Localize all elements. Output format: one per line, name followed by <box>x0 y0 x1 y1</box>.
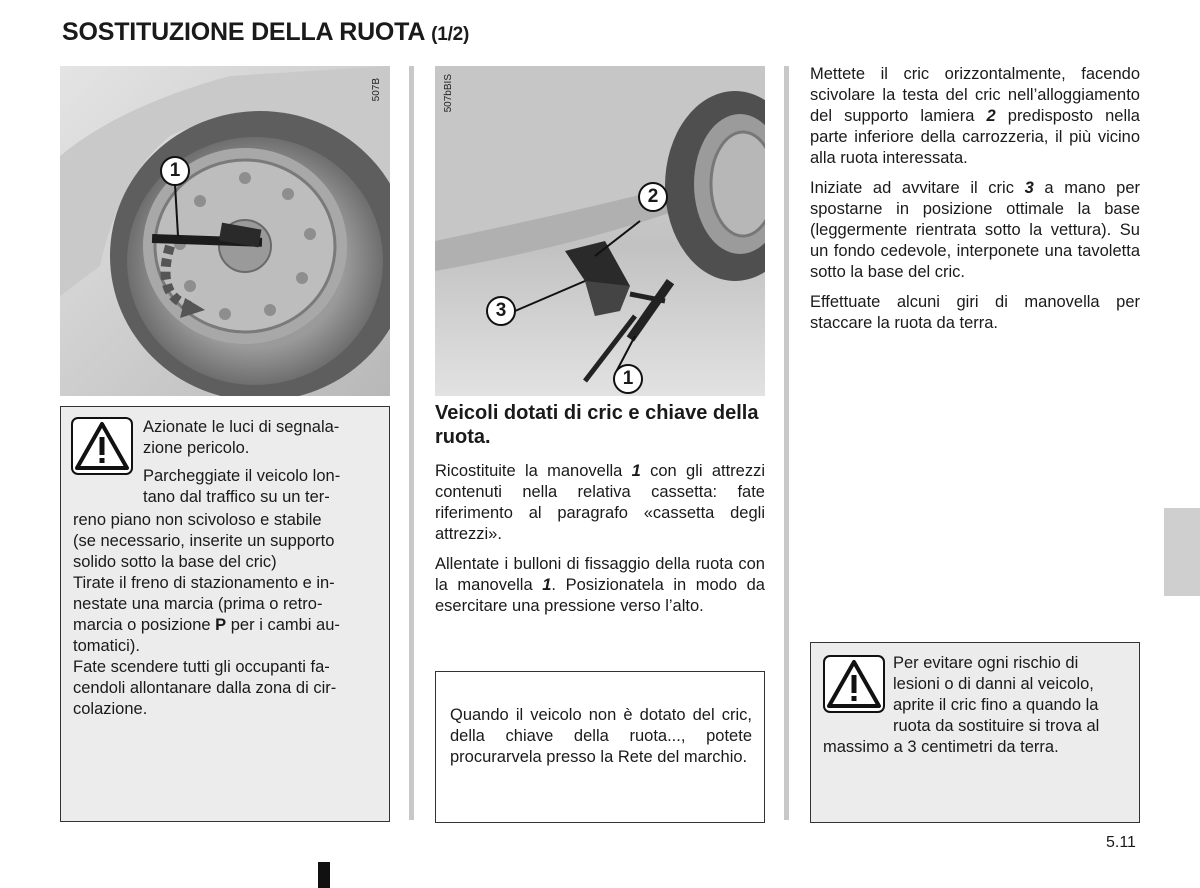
warning-text-indented <box>143 417 375 508</box>
text-line: aprite il cric fino a quando la <box>893 696 1099 714</box>
text-segment: predisposto nella parte inferiore della carrozzeria, il più vicino alla ruota interessata. <box>810 107 1140 167</box>
warning-triangle-icon <box>823 655 885 713</box>
warning-box-right <box>810 642 1140 823</box>
section-subheading: Veicoli dotati di cric e chiave della ruota. <box>435 402 759 448</box>
callout-1: 1 <box>160 156 190 186</box>
text-line: tano dal traffico su un ter- <box>143 488 330 506</box>
chapter-tab <box>1164 508 1200 596</box>
text-line: Tirate il freno di stazionamento e in- <box>73 574 335 592</box>
paragraph <box>810 178 1140 283</box>
text-line: solido sotto la base del cric) <box>73 553 277 571</box>
text-line: tomatici). <box>73 637 140 655</box>
text-line: ruota da sostituire si trova al <box>893 717 1100 735</box>
callout-2: 2 <box>638 182 668 212</box>
text-line: Azionate le luci di segnala- <box>143 418 340 436</box>
text-segment: Iniziate ad avvitare il cric <box>810 179 1025 197</box>
warning-text-indented <box>893 653 1129 737</box>
print-mark <box>318 862 330 888</box>
text-line: colazione. <box>73 700 148 718</box>
wheel-wrench-illustration <box>60 66 390 396</box>
note-text: Quando il veicolo non è dotato del cric, della chiave della ruota..., potete procurarvela presso la Rete del marchio. <box>450 706 752 766</box>
figure-wheel-wrench <box>60 66 390 396</box>
paragraph: Effettuate alcuni giri di manovella per staccare la ruota da terra. <box>810 293 1140 332</box>
column-divider <box>409 66 414 820</box>
text-segment: marcia o posizione <box>73 616 216 634</box>
warning-text-full <box>823 737 1129 758</box>
callout-1: 1 <box>613 364 643 394</box>
page-title <box>62 18 469 47</box>
text-line: zione pericolo. <box>143 439 250 457</box>
title-suffix: (1/2) <box>431 24 470 45</box>
ref-number: 3 <box>1024 179 1034 197</box>
text-segment: Allentate i bulloni di fissaggio della ruota con la manovella <box>435 555 765 594</box>
text-line: lesioni o di danni al veicolo, <box>893 675 1094 693</box>
paragraph <box>810 64 1140 169</box>
warning-triangle-icon <box>71 417 133 475</box>
figure-code: 507bBIS <box>443 74 454 113</box>
text-segment: a mano per spostarne in posizione ottimale la base (leggermente rientrata sotto la vettura). Su un fondo cedevole, interponete una tavoletta sotto la base del cric. <box>810 179 1140 281</box>
text-segment: Mettete il cric orizzontalmente, facendo scivolare la testa del cric nell’alloggiamento del supporto lamiera <box>810 65 1140 125</box>
car-jack-illustration <box>435 66 765 396</box>
paragraph <box>435 554 765 617</box>
text-line: nestate una marcia (prima o retro- <box>73 595 323 613</box>
warning-box-left <box>60 406 390 822</box>
text-segment: per i cambi au- <box>226 616 340 634</box>
text-line: massimo a 3 centimetri da terra. <box>823 738 1059 756</box>
text-line: reno piano non scivoloso e stabile <box>73 511 322 529</box>
paragraph <box>435 461 765 545</box>
figure-code: 507B <box>371 78 382 102</box>
text-segment: con gli attrezzi contenuti nella relativa cassetta: fate riferimento al paragrafo «cassetta degli attrezzi». <box>435 462 766 543</box>
text-segment: Ricostituite la manovella <box>435 462 632 480</box>
page-number: 5.11 <box>1106 834 1136 851</box>
ref-number: 1 <box>631 462 641 480</box>
text-segment: . Posizionatela in modo da esercitare una pressione verso l’alto. <box>435 576 765 615</box>
text-line: cendoli allontanare dalla zona di cir- <box>73 679 337 697</box>
ref-number: 1 <box>542 576 552 594</box>
text-line: (se necessario, inserite un supporto <box>73 532 335 550</box>
text-line: Parcheggiate il veicolo lon- <box>143 467 341 485</box>
text-line <box>73 615 377 636</box>
right-body <box>810 64 1140 343</box>
title-main: SOSTITUZIONE DELLA RUOTA <box>62 18 425 46</box>
column-divider <box>784 66 789 820</box>
gear-position-p: P <box>215 616 227 634</box>
callout-3: 3 <box>486 296 516 326</box>
middle-body <box>435 461 765 626</box>
warning-text-full <box>73 510 377 720</box>
note-box <box>435 671 765 823</box>
ref-number: 2 <box>986 107 996 125</box>
text-line: Per evitare ogni rischio di <box>893 654 1079 672</box>
figure-car-jack <box>435 66 765 396</box>
text-line: Fate scendere tutti gli occupanti fa- <box>73 658 330 676</box>
